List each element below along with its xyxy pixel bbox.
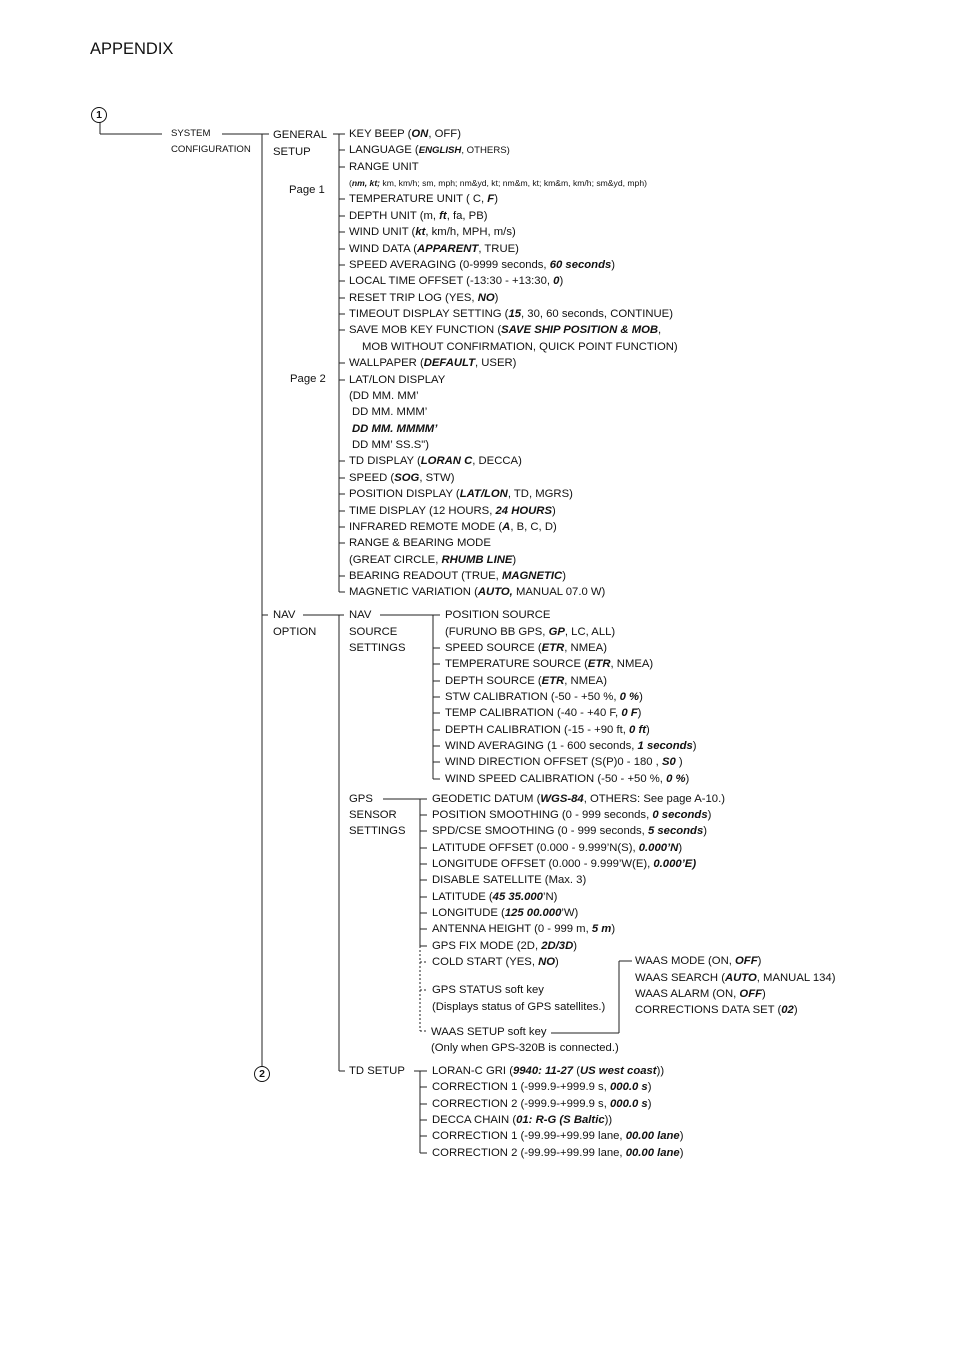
general-setup-item: TIMEOUT DISPLAY SETTING (15, 30, 60 seconds, CONTINUE) <box>349 308 673 320</box>
td-setup-item: CORRECTION 1 (-999.9-+999.9 s, 000.0 s) <box>432 1081 652 1093</box>
gps-sensor-item: LONGITUDE OFFSET (0.000 - 9.999’W(E), 0.000’E) <box>432 858 697 870</box>
circled-marker-1: 1 <box>91 107 107 123</box>
nav-option-label-line2: OPTION <box>273 626 317 638</box>
nav-source-item: SPEED SOURCE (ETR, NMEA) <box>445 642 607 654</box>
general-setup-item: (GREAT CIRCLE, RHUMB LINE) <box>349 554 517 566</box>
general-setup-item: KEY BEEP (ON, OFF) <box>349 128 461 140</box>
gps-sensor-label-line1: GPS <box>349 793 373 805</box>
td-setup-item: DECCA CHAIN (01: R-G (S Baltic)) <box>432 1114 613 1126</box>
general-setup-item: SPEED AVERAGING (0-9999 seconds, 60 seconds) <box>349 259 616 271</box>
gps-status-softkey-note: (Displays status of GPS satellites.) <box>432 1001 606 1013</box>
general-setup-item: DD MM. MMM’ <box>352 406 428 418</box>
general-setup-item: MOB WITHOUT CONFIRMATION, QUICK POINT FUNCTION) <box>362 341 678 353</box>
nav-source-item: POSITION SOURCE <box>445 609 551 621</box>
nav-source-item: WIND AVERAGING (1 - 600 seconds, 1 seconds) <box>445 740 697 752</box>
waas-setup-softkey-note: (Only when GPS-320B is connected.) <box>431 1042 619 1054</box>
general-setup-item: DEPTH UNIT (m, ft, fa, PB) <box>349 210 488 222</box>
general-setup-item: TD DISPLAY (LORAN C, DECCA) <box>349 455 522 467</box>
nav-source-label-line3: SETTINGS <box>349 642 406 654</box>
gps-sensor-item: DISABLE SATELLITE (Max. 3) <box>432 874 587 886</box>
page-title: APPENDIX <box>90 40 174 58</box>
gps-sensor-item: SPD/CSE SMOOTHING (0 - 999 seconds, 5 seconds) <box>432 825 707 837</box>
gps-sensor-label-line3: SETTINGS <box>349 825 406 837</box>
td-setup-item: CORRECTION 2 (-99.99-+99.99 lane, 00.00 lane) <box>432 1147 684 1159</box>
gps-sensor-item: LATITUDE (45 35.000’N) <box>432 891 558 903</box>
waas-setup-softkey-note: WAAS SETUP soft key <box>431 1026 547 1038</box>
td-setup-item: CORRECTION 1 (-99.99-+99.99 lane, 00.00 lane) <box>432 1130 684 1142</box>
nav-source-label-line2: SOURCE <box>349 626 398 638</box>
nav-source-item: TEMPERATURE SOURCE (ETR, NMEA) <box>445 658 654 670</box>
general-setup-item: INFRARED REMOTE MODE (A, B, C, D) <box>349 521 557 533</box>
general-setup-item: BEARING READOUT (TRUE, MAGNETIC) <box>349 570 566 582</box>
waas-setting-item: WAAS MODE (ON, OFF) <box>635 955 762 967</box>
general-setup-label-line1: GENERAL <box>273 129 327 141</box>
gps-sensor-item: LATITUDE OFFSET (0.000 - 9.999’N(S), 0.000’N) <box>432 842 683 854</box>
general-setup-item: RANGE & BEARING MODE <box>349 537 491 549</box>
gps-sensor-item: GEODETIC DATUM (WGS-84, OTHERS: See page A-10.) <box>432 793 725 805</box>
general-setup-item: RANGE UNIT <box>349 161 419 173</box>
nav-source-item: (FURUNO BB GPS, GP, LC, ALL) <box>445 626 616 638</box>
gps-sensor-item: ANTENNA HEIGHT (0 - 999 m, 5 m) <box>432 923 616 935</box>
nav-source-item: WIND DIRECTION OFFSET (S(P)0 - 180 , S0 ) <box>445 756 683 768</box>
system-configuration-label-line2: CONFIGURATION <box>171 144 251 155</box>
td-setup-item: LORAN-C GRI (9940: 11-27 (US west coast)) <box>432 1065 665 1077</box>
general-setup-item: MAGNETIC VARIATION (AUTO, MANUAL 07.0 W) <box>349 586 606 598</box>
waas-setting-item: WAAS SEARCH (AUTO, MANUAL 134) <box>635 972 836 984</box>
general-setup-item: WIND UNIT (kt, km/h, MPH, m/s) <box>349 226 516 238</box>
gps-status-softkey-note: GPS STATUS soft key <box>432 984 544 996</box>
td-setup-item: CORRECTION 2 (-999.9-+999.9 s, 000.0 s) <box>432 1098 652 1110</box>
general-setup-item: SAVE MOB KEY FUNCTION (SAVE SHIP POSITION & MOB, <box>349 324 662 336</box>
general-setup-item: WALLPAPER (DEFAULT, USER) <box>349 357 517 369</box>
waas-setting-item: WAAS ALARM (ON, OFF) <box>635 988 766 1000</box>
nav-source-item: DEPTH SOURCE (ETR, NMEA) <box>445 675 607 687</box>
general-setup-item: RESET TRIP LOG (YES, NO) <box>349 292 499 304</box>
general-setup-item: (nm, kt; km, km/h; sm, mph; nm&yd, kt; nm&m, kt; km&m, km/h; sm&yd, mph) <box>349 178 647 188</box>
general-setup-item: DD MM’ SS.S") <box>352 439 430 451</box>
td-setup-label: TD SETUP <box>349 1065 405 1077</box>
circled-marker-2: 2 <box>254 1066 270 1082</box>
general-setup-item: TEMPERATURE UNIT ( C, F) <box>349 193 498 205</box>
nav-source-item: DEPTH CALIBRATION (-15 - +90 ft, 0 ft) <box>445 724 650 736</box>
general-setup-item: DD MM. MMMM’ <box>352 423 438 435</box>
system-configuration-label-line1: SYSTEM <box>171 128 211 139</box>
general-setup-item: LANGUAGE (ENGLISH, OTHERS) <box>349 144 510 156</box>
waas-setting-item: CORRECTIONS DATA SET (02) <box>635 1004 798 1016</box>
general-setup-item: LOCAL TIME OFFSET (-13:30 - +13:30, 0) <box>349 275 564 287</box>
page-2-label: Page 2 <box>290 373 326 385</box>
general-setup-item: LAT/LON DISPLAY <box>349 374 446 386</box>
gps-sensor-item: LONGITUDE (125 00.000’W) <box>432 907 579 919</box>
general-setup-item: POSITION DISPLAY (LAT/LON, TD, MGRS) <box>349 488 573 500</box>
gps-sensor-item: GPS FIX MODE (2D, 2D/3D) <box>432 940 578 952</box>
nav-source-item: STW CALIBRATION (-50 - +50 %, 0 %) <box>445 691 643 703</box>
general-setup-item: TIME DISPLAY (12 HOURS, 24 HOURS) <box>349 505 556 517</box>
gps-sensor-label-line2: SENSOR <box>349 809 397 821</box>
nav-source-item: WIND SPEED CALIBRATION (-50 - +50 %, 0 %) <box>445 773 690 785</box>
general-setup-item: (DD MM. MM’ <box>349 390 419 402</box>
page-1-label: Page 1 <box>289 184 325 196</box>
nav-source-item: TEMP CALIBRATION (-40 - +40 F, 0 F) <box>445 707 642 719</box>
gps-sensor-item: POSITION SMOOTHING (0 - 999 seconds, 0 seconds) <box>432 809 712 821</box>
gps-sensor-item: COLD START (YES, NO) <box>432 956 559 968</box>
nav-option-label-line1: NAV <box>273 609 296 621</box>
general-setup-item: WIND DATA (APPARENT, TRUE) <box>349 243 519 255</box>
general-setup-item: SPEED (SOG, STW) <box>349 472 455 484</box>
general-setup-label-line2: SETUP <box>273 146 311 158</box>
nav-source-label-line1: NAV <box>349 609 372 621</box>
